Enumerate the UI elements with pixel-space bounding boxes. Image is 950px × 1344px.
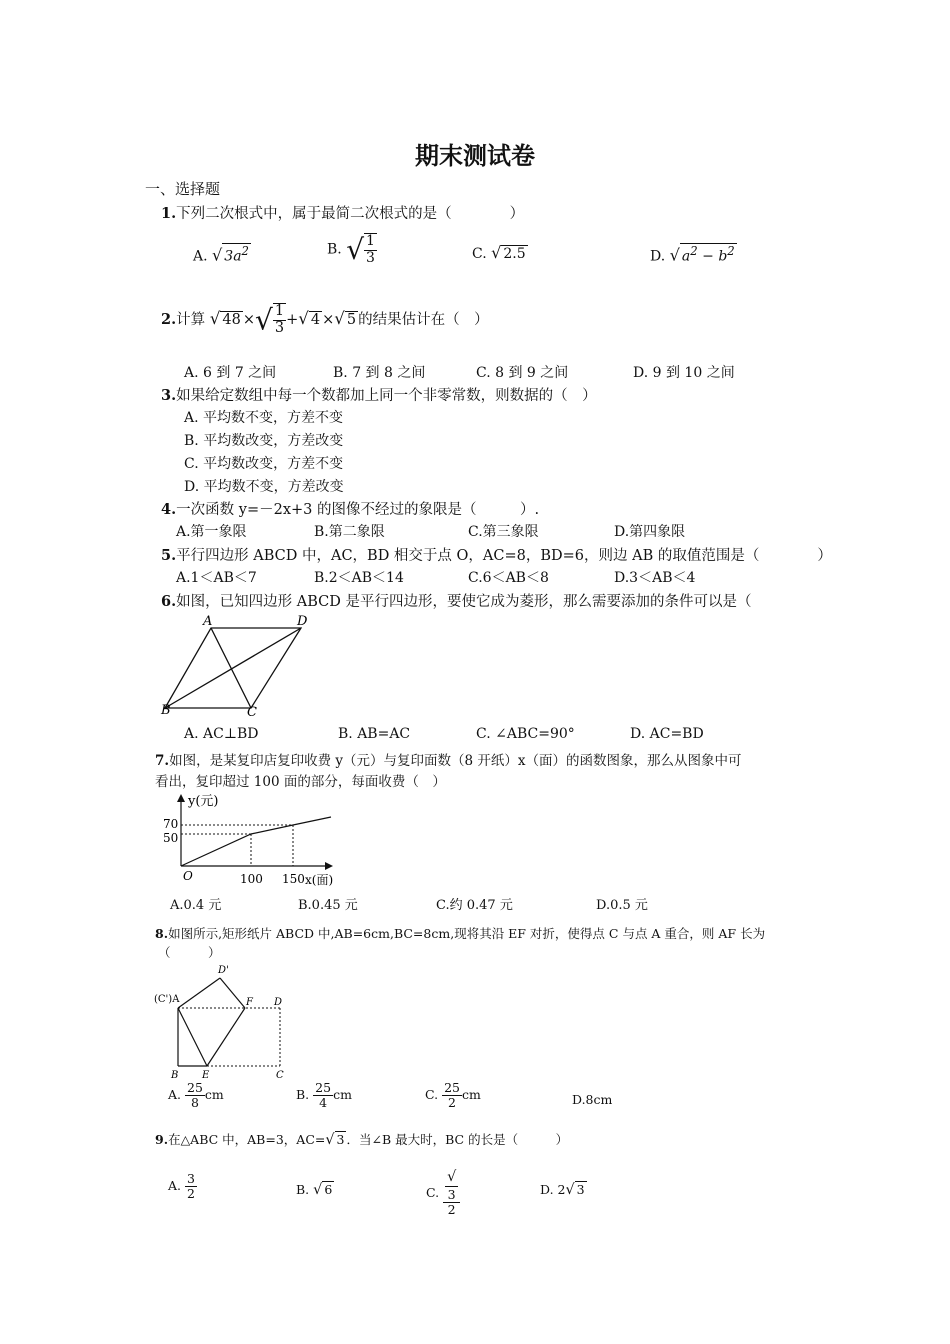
radical-sign: √ <box>565 1182 575 1198</box>
denominator: 2 <box>447 1201 456 1217</box>
edge-ae <box>178 1008 207 1066</box>
fraction <box>443 1170 460 1217</box>
vertex-label-f: F <box>246 997 253 1008</box>
question-text: 如图，是某复印店复印收费 y（元）与复印面数（8 开纸）x（面）的函数图象，那么从图象中可 <box>169 753 742 769</box>
question-8-line-2: （ ） <box>158 945 221 960</box>
denominator: 3 <box>366 249 375 266</box>
q3-option-b: B. 平均数改变，方差改变 <box>184 433 344 449</box>
fraction <box>442 1081 462 1110</box>
q8-option-c <box>425 1081 481 1110</box>
question-text: 如图所示,矩形纸片 ABCD 中,AB=6cm,BC=8cm,现将其沿 EF 对折，使得点 C 与点 A 重合，则 AF 长为 <box>168 926 766 941</box>
question-9 <box>155 1130 568 1148</box>
q9-option-b <box>296 1181 334 1198</box>
radicand: 2.5 <box>503 246 526 262</box>
question-text: 的结果估计在（ ） <box>358 311 489 328</box>
q1-option-d <box>650 243 737 265</box>
unit: cm <box>333 1086 352 1102</box>
question-text: 如果给定数组中每一个数都加上同一个非零常数，则数据的（ ） <box>176 388 597 404</box>
question-number: 9. <box>155 1132 169 1147</box>
radical-sign: √ <box>212 245 223 265</box>
diagonal-bd <box>165 628 301 708</box>
fraction <box>185 1081 205 1110</box>
question-text: 平行四边形 ABCD 中，AC，BD 相交于点 O，AC=8，BD=6，则边 AB 的取值范围是（ ） <box>176 548 832 564</box>
q8-option-b <box>296 1081 352 1110</box>
question-7 <box>155 749 742 769</box>
radicand: 48 <box>222 311 241 328</box>
q7-option-c: C.约 0.47 元 <box>436 898 513 913</box>
q7-option-a: A.0.4 元 <box>170 898 222 913</box>
radical-sign: √ <box>669 245 680 265</box>
radicand: 3 <box>445 1186 458 1202</box>
radical-sign: √ <box>325 1132 335 1148</box>
option-label: A. <box>168 1177 182 1193</box>
radicand <box>222 243 251 265</box>
unit: cm <box>461 1086 481 1102</box>
q3-option-d: D. 平均数不变，方差改变 <box>184 479 344 495</box>
q6-option-b: B. AB=AC <box>338 726 411 742</box>
vertex-label-c: C <box>276 1070 284 1081</box>
question-2 <box>161 303 489 337</box>
q9-option-a <box>168 1172 197 1201</box>
radical-sign: √ <box>298 308 309 328</box>
radical-sign: √ <box>447 1169 457 1185</box>
y-tick-50: 50 <box>163 831 179 845</box>
q9-option-c <box>426 1170 460 1217</box>
question-4 <box>161 498 539 519</box>
vertex-label-d: D <box>297 614 308 629</box>
q5-option-b: B.2＜AB＜14 <box>314 570 404 586</box>
question-text: 计算 <box>176 311 206 328</box>
fold-ef <box>207 1008 245 1066</box>
q1-option-b <box>327 233 377 266</box>
exponent: 2 <box>241 244 249 258</box>
q4-option-c: C.第三象限 <box>468 524 539 540</box>
radicand-part: − b <box>697 248 728 265</box>
question-6 <box>161 590 751 611</box>
radicand-text: 3a <box>224 248 242 265</box>
q4-option-d: D.第四象限 <box>614 524 686 540</box>
q8-option-a <box>168 1081 224 1110</box>
option-label: A. <box>193 248 208 265</box>
q2-option-c: C. 8 到 9 之间 <box>476 365 569 381</box>
vertex-label-b: B <box>171 1070 179 1081</box>
question-number: 7. <box>155 753 170 769</box>
fraction <box>313 1081 333 1110</box>
option-label: C. <box>426 1184 440 1200</box>
q6-option-a: A. AC⊥BD <box>184 726 259 742</box>
radicand: 3 <box>576 1182 585 1197</box>
radicand <box>680 243 737 265</box>
price-function-graph <box>155 790 355 890</box>
q6-option-d: D. AC=BD <box>630 726 704 742</box>
x-tick-150: 150 <box>282 872 305 886</box>
question-text: ．当∠B 最大时，BC 的长是（ ） <box>346 1132 569 1147</box>
option-label: D. <box>650 248 666 265</box>
numerator: 1 <box>366 233 375 250</box>
folded-rectangle-figure <box>150 960 300 1082</box>
question-text: 一次函数 y=－2x+3 的图像不经过的象限是（ ）. <box>176 502 540 518</box>
question-1 <box>161 202 524 223</box>
vertex-label-d-prime: D' <box>218 965 229 976</box>
operator: × <box>242 311 255 328</box>
price-line <box>181 817 331 866</box>
edge-d-prime-f <box>220 978 245 1008</box>
q4-option-a: A.第一象限 <box>176 524 247 540</box>
exponent: 2 <box>690 244 698 258</box>
question-text: 下列二次根式中，属于最简二次根式的是（ ） <box>176 206 525 222</box>
radical-sign: √ <box>313 1182 323 1198</box>
numerator: 25 <box>444 1080 460 1095</box>
numerator: 25 <box>187 1080 203 1095</box>
diagonal-ac <box>211 628 251 708</box>
question-text: 如图，已知四边形 ABCD 是平行四边形，要使它成为菱形，那么需要添加的条件可以是（ <box>176 594 752 610</box>
denominator: 8 <box>190 1094 199 1110</box>
option-label: B. <box>296 1182 310 1197</box>
question-7-line-2: 看出，复印超过 100 面的部分，每面收费（ ） <box>155 774 446 790</box>
parallelogram-figure <box>155 610 325 720</box>
numerator: 3 <box>187 1171 195 1186</box>
q2-option-b: B. 7 到 8 之间 <box>333 365 426 381</box>
radicand-part: a <box>681 248 691 265</box>
denominator: 3 <box>274 319 285 336</box>
numerator: 25 <box>315 1080 332 1095</box>
vertex-label-e: E <box>202 1070 210 1081</box>
x-axis-arrow <box>325 862 333 870</box>
q8-option-d: D.8cm <box>572 1092 613 1107</box>
origin-label: O <box>183 869 193 883</box>
vertex-label-a: A <box>203 614 213 629</box>
q7-option-b: B.0.45 元 <box>298 898 358 913</box>
vertex-label-c-prime-a: (C')A <box>154 994 180 1005</box>
q3-option-a: A. 平均数不变，方差不变 <box>184 410 344 426</box>
edge-ad-prime <box>178 978 220 1008</box>
y-tick-70: 70 <box>163 817 179 831</box>
q5-option-c: C.6＜AB＜8 <box>468 570 549 586</box>
option-label: C. <box>425 1086 439 1102</box>
radicand: 3 <box>336 1132 345 1147</box>
y-axis-arrow <box>177 794 185 802</box>
option-label: B. <box>327 241 342 258</box>
radical-sign: √ <box>254 303 273 337</box>
radical-sign: √ <box>346 233 365 266</box>
operator: × <box>322 311 335 328</box>
vertex-label-c: C <box>247 705 257 720</box>
numerator: 1 <box>274 303 285 319</box>
q5-option-a: A.1＜AB＜7 <box>176 570 257 586</box>
q5-option-d: D.3＜AB＜4 <box>614 570 696 586</box>
section-heading: 一、选择题 <box>145 180 221 198</box>
q7-option-d: D.0.5 元 <box>596 898 648 913</box>
x-axis-label: x(面) <box>305 873 334 887</box>
denominator: 4 <box>319 1094 328 1110</box>
question-3 <box>161 384 597 405</box>
q4-option-b: B.第二象限 <box>314 524 385 540</box>
q1-option-c <box>472 243 528 263</box>
vertex-label-d: D <box>274 997 283 1008</box>
option-label: C. <box>472 246 487 262</box>
unit: cm <box>204 1086 224 1102</box>
radical-sign: √ <box>209 308 221 328</box>
radicand: 4 <box>310 311 321 328</box>
denominator: 2 <box>187 1185 195 1201</box>
x-tick-100: 100 <box>240 872 263 886</box>
fraction <box>364 233 377 266</box>
question-8 <box>155 924 765 942</box>
question-number: 2. <box>161 310 177 328</box>
option-label: B. <box>296 1086 310 1102</box>
q2-option-a: A. 6 到 7 之间 <box>184 365 277 381</box>
q3-option-c: C. 平均数改变，方差不变 <box>184 456 344 472</box>
vertex-label-b: B <box>161 703 171 718</box>
option-label: A. <box>168 1086 182 1102</box>
question-text: 在△ABC 中，AB=3，AC= <box>168 1132 326 1147</box>
question-number: 4. <box>161 501 177 518</box>
numerator <box>443 1170 460 1203</box>
radical-sign: √ <box>491 243 502 262</box>
fraction <box>185 1172 197 1201</box>
question-number: 5. <box>161 547 177 564</box>
question-number: 1. <box>161 205 177 222</box>
radicand: 5 <box>346 311 357 328</box>
radicand: 6 <box>324 1182 333 1197</box>
question-5 <box>161 544 832 565</box>
q2-option-d: D. 9 到 10 之间 <box>633 365 735 381</box>
denominator: 2 <box>448 1094 456 1110</box>
question-number: 6. <box>161 593 177 610</box>
exponent: 2 <box>727 244 735 258</box>
q6-option-c: C. ∠ABC=90° <box>476 726 575 742</box>
operator: + <box>286 311 299 328</box>
y-axis-label: y(元) <box>188 794 219 809</box>
option-label: D. 2 <box>540 1182 566 1197</box>
q1-option-a <box>193 243 251 265</box>
question-number: 8. <box>155 926 169 941</box>
radical-sign: √ <box>334 308 345 328</box>
q9-option-d <box>540 1181 587 1198</box>
question-number: 3. <box>161 387 177 404</box>
fraction <box>273 303 286 337</box>
page-title: 期末测试卷 <box>415 141 535 170</box>
